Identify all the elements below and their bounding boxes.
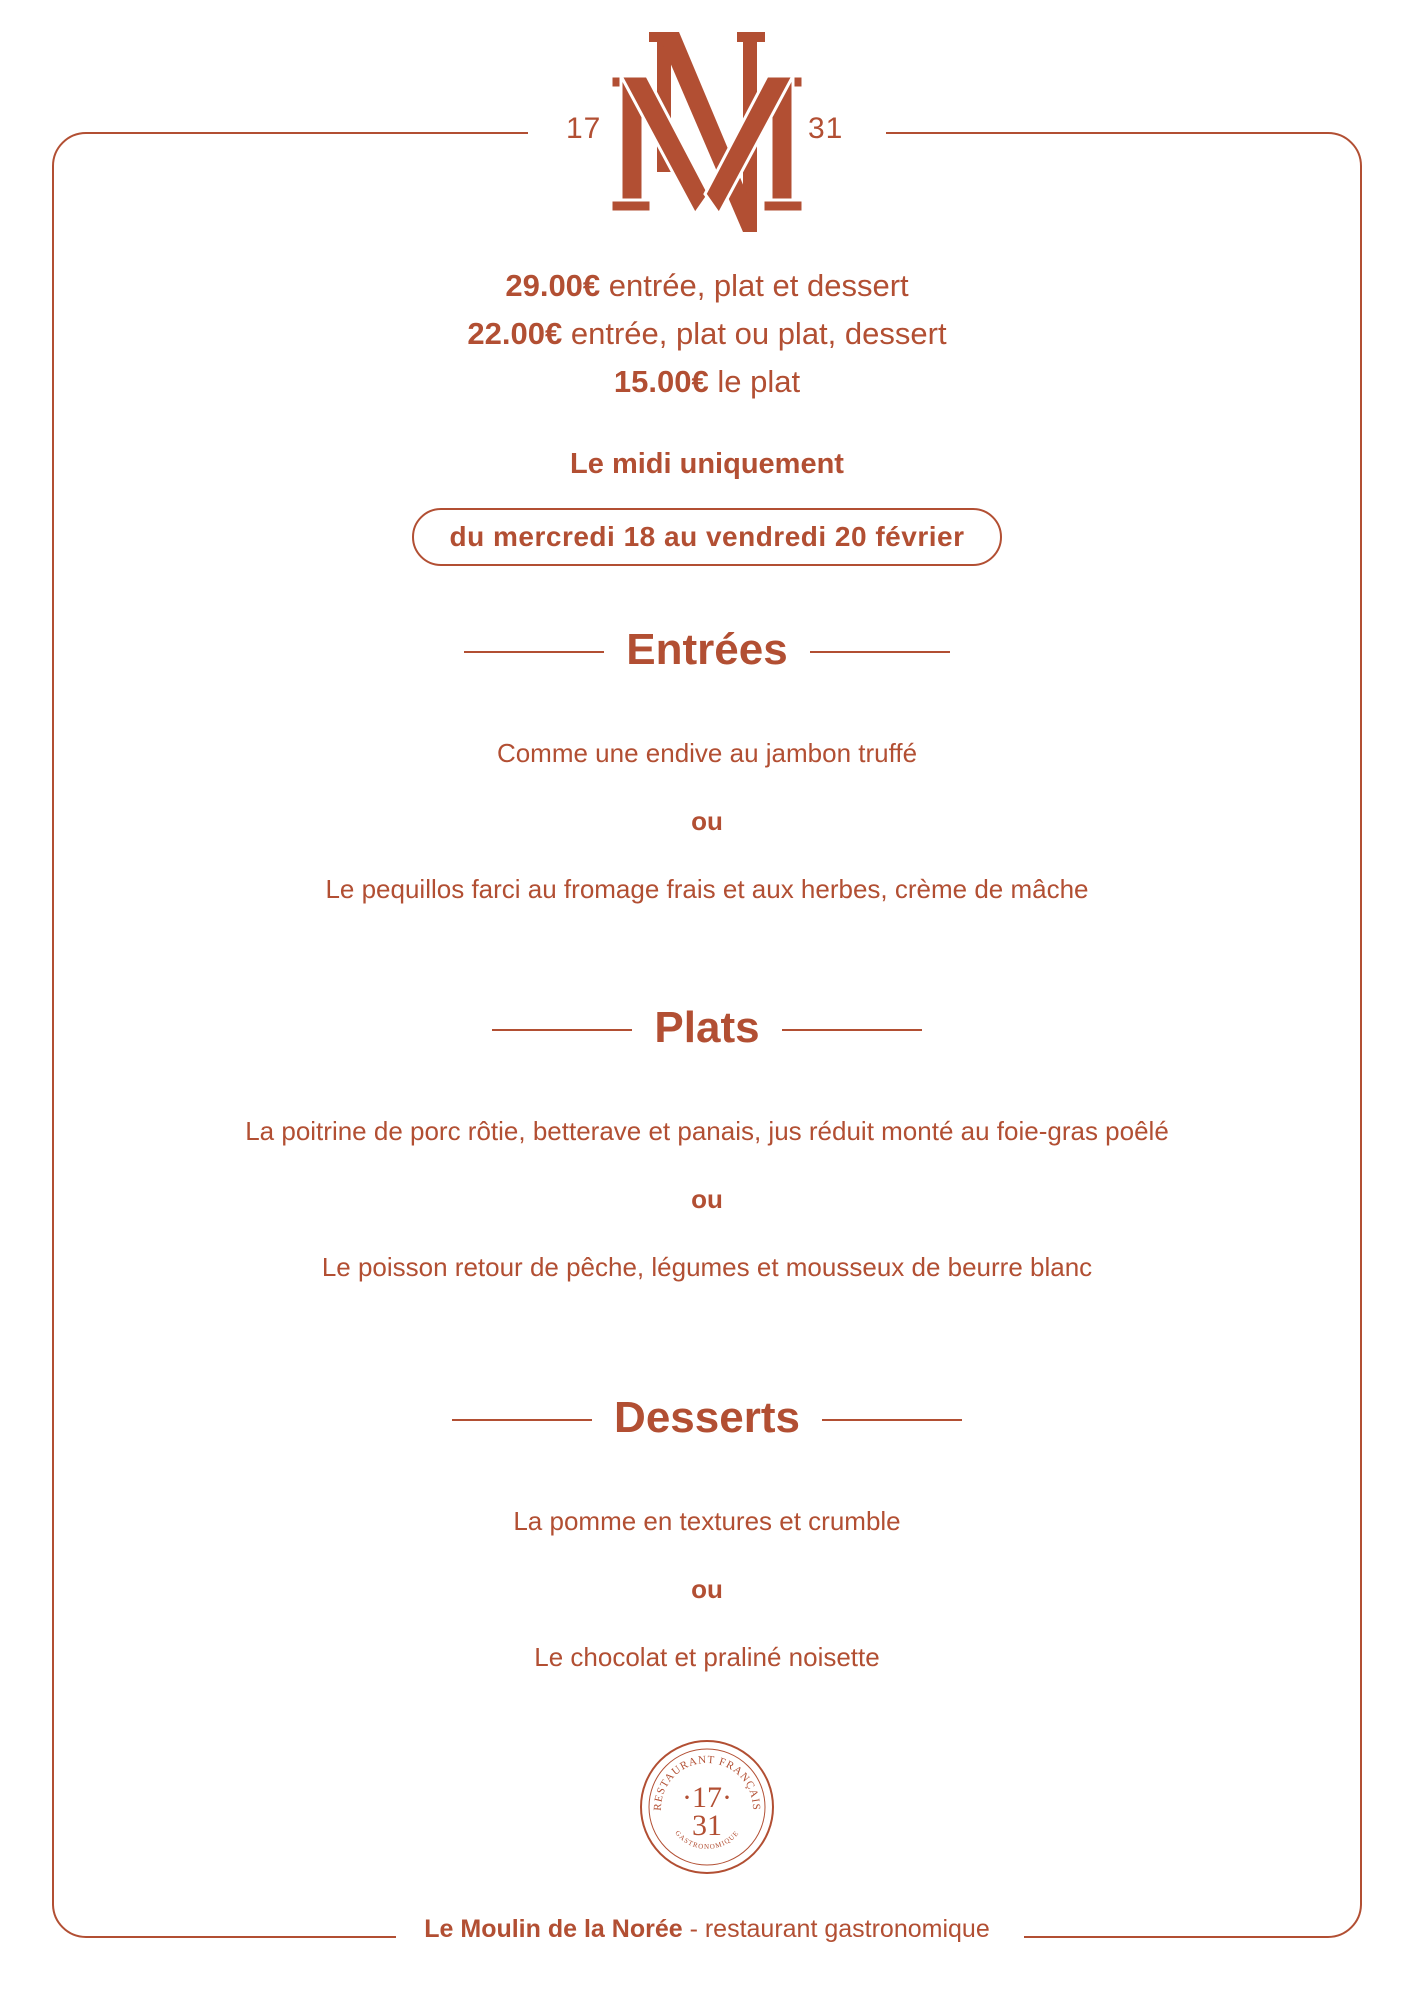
- plat-item-1: La poitrine de porc rôtie, betterave et panais, jus réduit monté au foie-gras poêlé: [245, 1116, 1169, 1146]
- plat-item-2: Le poisson retour de pêche, légumes et mousseux de beurre blanc: [321, 1252, 1093, 1282]
- restaurant-tagline: - restaurant gastronomique: [689, 1915, 990, 1943]
- divider: [810, 651, 950, 653]
- price-line: [0, 262, 1414, 310]
- restaurant-name: Le Moulin de la Norée: [424, 1915, 683, 1943]
- stamp-line-1: ·17·: [682, 1781, 732, 1814]
- mn-monogram-icon: [597, 18, 817, 238]
- price-list: [0, 262, 1414, 406]
- price-value: 22.00€: [467, 316, 563, 351]
- divider: [782, 1029, 922, 1031]
- dessert-or: ou: [691, 1574, 723, 1604]
- dessert-item-2: Le chocolat et praliné noisette: [534, 1642, 880, 1672]
- entree-item-2: Le pequillos farci au fromage frais et aux herbes, crème de mâche: [325, 874, 1089, 904]
- section-title-text: Entrées: [626, 625, 788, 674]
- price-line: [0, 358, 1414, 406]
- price-desc: le plat: [717, 364, 801, 399]
- plat-or: ou: [691, 1184, 723, 1214]
- price-value: 29.00€: [505, 268, 601, 303]
- monogram-logo: [0, 18, 1414, 238]
- stamp-top-text: RESTAURANT FRANÇAIS: [651, 1753, 763, 1812]
- lunch-only-note: Le midi uniquement: [570, 448, 844, 480]
- stamp-seal-icon: [637, 1737, 777, 1877]
- year-left: 17: [566, 112, 602, 145]
- entree-or: ou: [691, 806, 723, 836]
- price-value: 15.00€: [613, 364, 709, 399]
- section-title-text: Plats: [654, 1003, 760, 1052]
- divider: [452, 1419, 592, 1421]
- footer: [0, 1915, 1414, 1944]
- restaurant-stamp: [637, 1737, 777, 1882]
- price-desc: entrée, plat et dessert: [608, 268, 909, 303]
- divider: [492, 1029, 632, 1031]
- divider: [464, 651, 604, 653]
- dates-badge: du mercredi 18 au vendredi 20 février: [412, 508, 1003, 566]
- dates-badge-wrap: [0, 508, 1414, 566]
- year-right: 31: [808, 112, 844, 145]
- section-title-entrees: [0, 620, 1414, 680]
- divider: [822, 1419, 962, 1421]
- dessert-item-1: La pomme en textures et crumble: [513, 1506, 901, 1536]
- stamp-line-2: 31: [692, 1809, 722, 1842]
- entree-item-1: Comme une endive au jambon truffé: [496, 738, 918, 768]
- stamp-bottom-text: GASTRONOMIQUE: [673, 1829, 741, 1851]
- section-title-desserts: [0, 1388, 1414, 1448]
- price-line: [0, 310, 1414, 358]
- price-desc: entrée, plat ou plat, dessert: [570, 316, 947, 351]
- section-title-text: Desserts: [614, 1393, 800, 1442]
- section-title-plats: [0, 998, 1414, 1058]
